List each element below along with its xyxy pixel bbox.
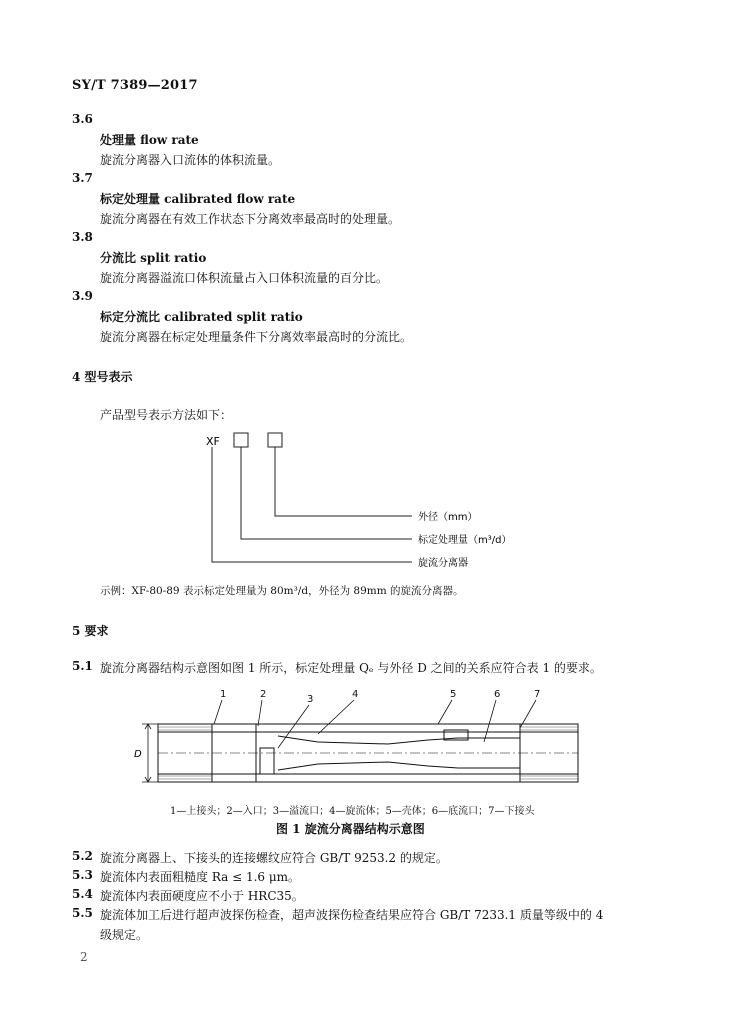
placeholder-box-2 <box>268 433 282 447</box>
clause-number: 5.3 <box>72 868 93 882</box>
clause-number: 5.5 <box>72 906 93 920</box>
clause-text: 旋流分离器上、下接头的连接螺纹应符合 GB/T 9253.2 的规定。 <box>100 851 448 865</box>
term-title: 标定处理量 calibrated flow rate <box>100 192 296 206</box>
term-definition: 旋流分离器入口流体的体积流量。 <box>100 153 281 167</box>
figure-caption: 图 1 旋流分离器结构示意图 <box>276 822 425 836</box>
clause-number: 5.2 <box>72 849 93 863</box>
model-designation-diagram <box>190 428 530 570</box>
clause-number: 5.4 <box>72 887 93 901</box>
term-number: 3.9 <box>72 289 93 303</box>
callout-7: 7 <box>534 689 541 700</box>
leader-line-flow-rate <box>241 447 412 539</box>
term-definition: 旋流分离器在标定处理量条件下分离效率最高时的分流比。 <box>100 330 413 344</box>
label-outer-diameter: 外径（mm） <box>418 512 478 523</box>
term-title: 处理量 flow rate <box>100 133 199 147</box>
callout-6: 6 <box>494 689 501 700</box>
figure-1-drawing <box>128 686 598 798</box>
leader-line-outer-diameter <box>275 447 412 516</box>
clause-text: 旋流体加工后进行超声波探伤检查，超声波探伤检查结果应符合 GB/T 7233.1 质量等级中的 4 <box>100 908 604 922</box>
term-title: 分流比 split ratio <box>100 251 207 265</box>
clause-text-continuation: 级规定。 <box>100 928 149 942</box>
label-cyclone-separator: 旋流分离器 <box>418 558 468 569</box>
clause-number: 5.1 <box>72 659 93 673</box>
term-number: 3.8 <box>72 230 93 244</box>
callout-1: 1 <box>220 689 227 700</box>
term-number: 3.7 <box>72 171 93 185</box>
clause-text: 旋流分离器结构示意图如图 1 所示，标定处理量 Qₑ 与外径 D 之间的关系应符合表 1 的要求。 <box>100 661 602 675</box>
term-definition: 旋流分离器在有效工作状态下分离效率最高时的处理量。 <box>100 212 401 226</box>
placeholder-box-1 <box>234 433 248 447</box>
figure-legend: 1—上接头；2—入口；3—溢流口；4—旋流体；5—壳体；6—底流口；7—下接头 <box>170 806 535 817</box>
label-calibrated-flow-rate: 标定处理量（m³/d） <box>418 535 512 546</box>
section-4-intro: 产品型号表示方法如下： <box>100 408 233 422</box>
callout-4: 4 <box>352 689 359 700</box>
model-example: 示例：XF-80-89 表示标定处理量为 80m³/d，外径为 89mm 的旋流分离器。 <box>100 585 464 597</box>
clause-text: 旋流体内表面硬度应不小于 HRC35。 <box>100 889 304 903</box>
callout-2: 2 <box>260 689 267 700</box>
model-prefix: XF <box>206 435 220 448</box>
dimension-label-d: D <box>134 749 142 760</box>
callout-5: 5 <box>450 689 457 700</box>
callout-3: 3 <box>307 694 314 705</box>
standard-code: SY/T 7389—2017 <box>72 78 198 93</box>
term-definition: 旋流分离器溢流口体积流量占入口体积流量的百分比。 <box>100 271 389 285</box>
term-number: 3.6 <box>72 112 93 126</box>
leader-line-separator <box>212 447 412 562</box>
term-title: 标定分流比 calibrated split ratio <box>100 310 303 324</box>
page-number: 2 <box>80 950 88 964</box>
section-4-title: 4 型号表示 <box>72 370 133 384</box>
section-5-title: 5 要求 <box>72 624 109 638</box>
clause-text: 旋流体内表面粗糙度 Ra ≤ 1.6 μm。 <box>100 870 301 884</box>
